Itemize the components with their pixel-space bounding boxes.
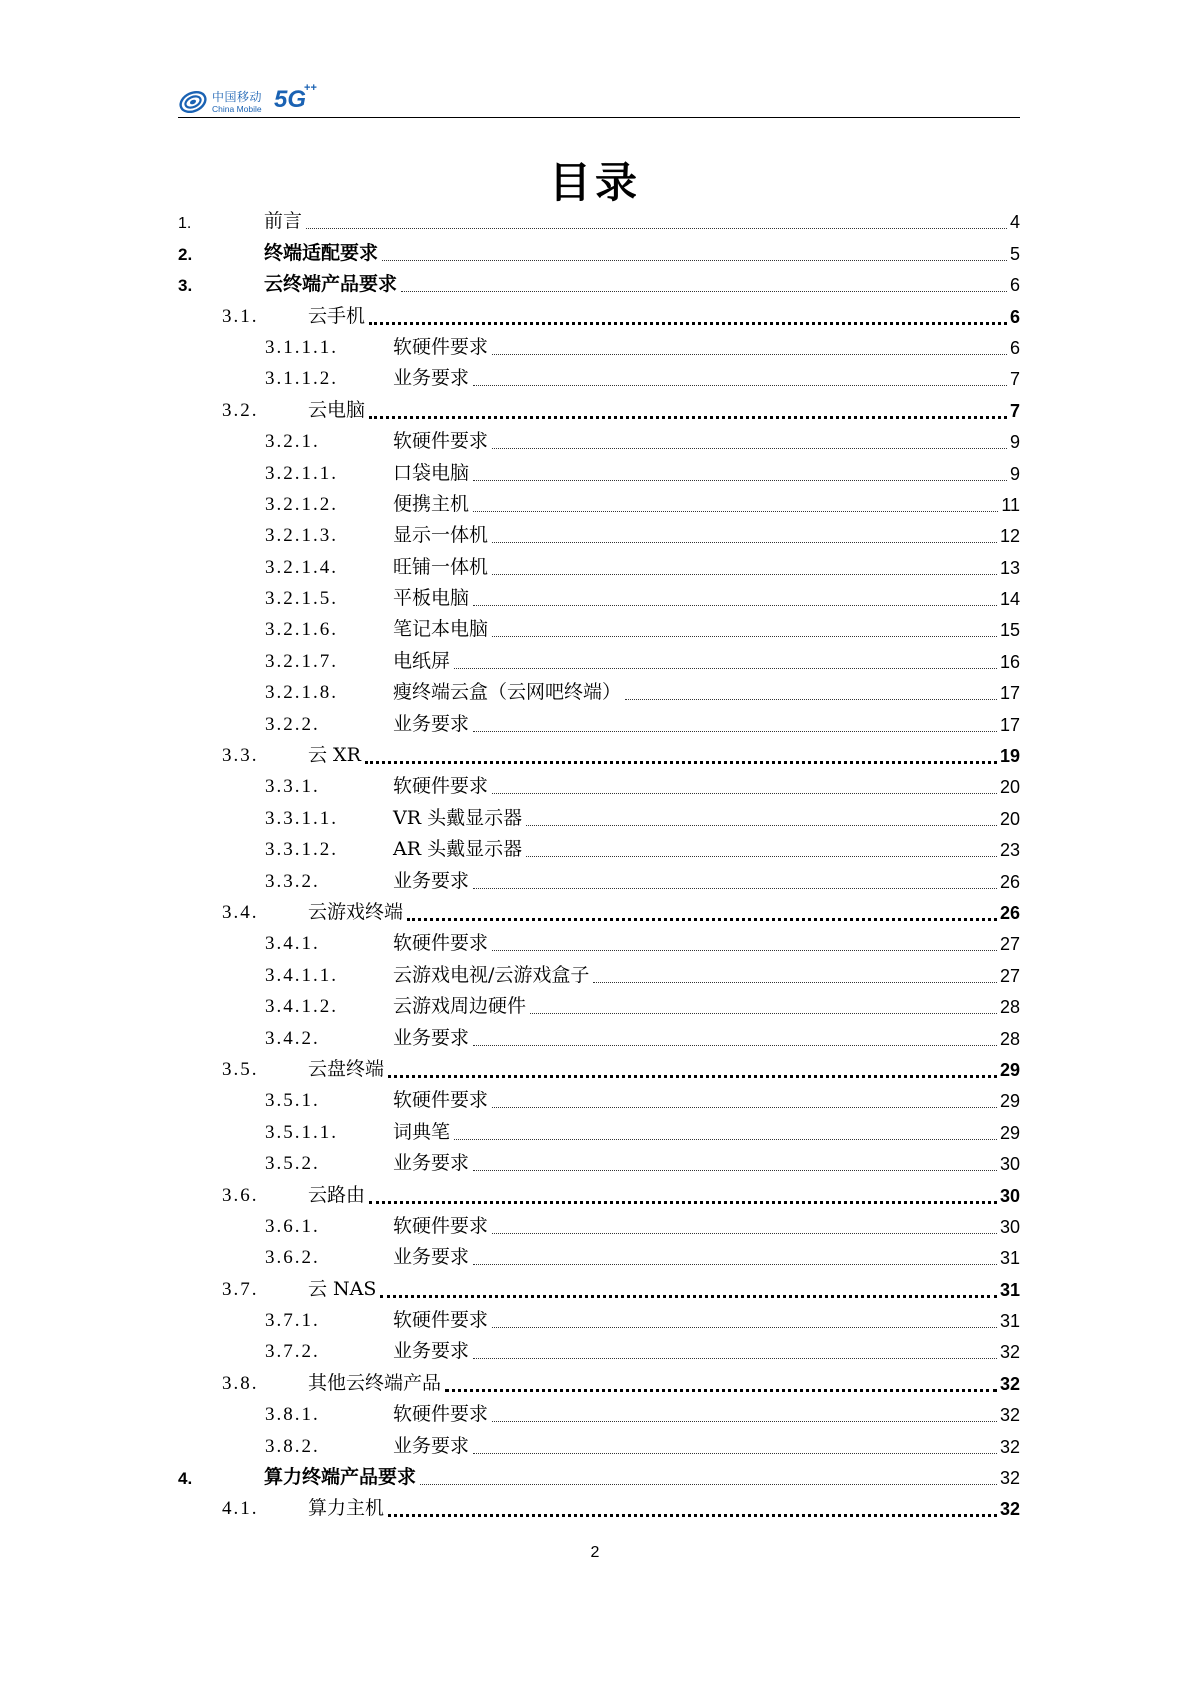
toc-entry-number: 3.5.1. (265, 1090, 320, 1112)
toc-entry-page: 32 (999, 1373, 1020, 1394)
toc-entry[interactable] (178, 1181, 1020, 1212)
toc-entry-title: 笔记本电脑 (393, 614, 490, 641)
toc-entry-page: 27 (999, 934, 1020, 955)
toc-entry-number: 3.4.2. (265, 1027, 320, 1049)
toc-entry-number: 4.1. (222, 1498, 259, 1520)
toc-dot-leader (526, 855, 997, 857)
toc-entry[interactable] (178, 271, 1020, 302)
toc-dot-leader (369, 321, 1007, 325)
toc-entry-page: 15 (999, 620, 1020, 641)
toc-entry-number: 3.6.2. (265, 1247, 320, 1269)
toc-dot-leader (492, 573, 997, 575)
toc-entry[interactable] (178, 1056, 1020, 1087)
toc-entry-number: 3.1. (222, 305, 259, 327)
toc-entry-page: 7 (1009, 400, 1020, 421)
toc-entry-title: 业务要求 (393, 1242, 471, 1269)
toc-entry-title: 算力主机 (308, 1493, 386, 1520)
toc-entry-page: 6 (1009, 275, 1020, 296)
toc-entry-page: 28 (999, 997, 1020, 1018)
toc-entry[interactable] (178, 1118, 1020, 1149)
toc-entry[interactable] (178, 647, 1020, 678)
toc-entry-title: 云手机 (308, 301, 367, 328)
toc-entry[interactable] (178, 1244, 1020, 1275)
toc-entry-number: 3.8.1. (265, 1404, 320, 1426)
toc-dot-leader (492, 1420, 997, 1422)
toc-entry-number: 3.7.1. (265, 1310, 320, 1332)
toc-entry-title: 词典笔 (393, 1117, 452, 1144)
toc-entry[interactable] (178, 1307, 1020, 1338)
toc-entry[interactable] (178, 302, 1020, 333)
toc-dot-leader (365, 760, 997, 764)
toc-dot-leader (388, 1074, 997, 1078)
toc-entry[interactable] (178, 710, 1020, 741)
toc-entry[interactable] (178, 1495, 1020, 1526)
toc-dot-leader (382, 259, 1007, 261)
toc-entry-page: 32 (999, 1468, 1020, 1489)
toc-entry-page: 30 (999, 1154, 1020, 1175)
toc-entry-title: 软硬件要求 (393, 1211, 490, 1238)
toc-entry[interactable] (178, 553, 1020, 584)
toc-entry[interactable] (178, 1024, 1020, 1055)
toc-dot-leader (380, 1294, 997, 1298)
toc-dot-leader (473, 1452, 997, 1454)
toc-dot-leader (473, 1169, 997, 1171)
toc-entry-title: 业务要求 (393, 866, 471, 893)
logo-english-text: China Mobile (212, 103, 262, 114)
toc-entry-number: 4. (178, 1469, 193, 1489)
toc-entry-number: 3.8.2. (265, 1435, 320, 1457)
toc-dot-leader (473, 510, 998, 512)
toc-entry-title: 显示一体机 (393, 520, 490, 547)
toc-entry-page: 32 (999, 1436, 1020, 1457)
toc-dot-leader (420, 1483, 997, 1485)
toc-entry-page: 28 (999, 1028, 1020, 1049)
toc-entry[interactable] (178, 1464, 1020, 1495)
toc-entry-page: 29 (999, 1059, 1020, 1080)
5g-badge-plus: ++ (304, 82, 317, 94)
toc-entry[interactable] (178, 930, 1020, 961)
toc-entry-number: 3.4.1. (265, 933, 320, 955)
toc-entry-title: 便携主机 (393, 489, 471, 516)
toc-entry-number: 3.2.1.1. (265, 462, 338, 484)
toc-entry-title: 软硬件要求 (393, 771, 490, 798)
toc-entry[interactable] (178, 585, 1020, 616)
toc-entry[interactable] (178, 1087, 1020, 1118)
toc-entry-number: 3.3. (222, 745, 259, 767)
toc-entry-number: 1. (178, 215, 192, 233)
toc-entry-title: 云游戏电视/云游戏盒子 (393, 960, 591, 987)
toc-dot-leader (492, 949, 997, 951)
toc-entry-title: 云 XR (308, 740, 363, 767)
toc-entry-title: 算力终端产品要求 (264, 1462, 418, 1489)
toc-dot-leader (369, 1200, 997, 1204)
toc-dot-leader (388, 1513, 997, 1517)
toc-entry-page: 13 (999, 557, 1020, 578)
toc-entry[interactable] (178, 1150, 1020, 1181)
toc-entry-title: 云 NAS (308, 1274, 378, 1301)
toc-entry-page: 31 (999, 1279, 1020, 1300)
toc-entry[interactable] (178, 1432, 1020, 1463)
toc-dot-leader (454, 1138, 997, 1140)
toc-entry-page: 17 (999, 714, 1020, 735)
5g-badge (274, 82, 317, 114)
toc-entry-page: 12 (999, 526, 1020, 547)
toc-entry-page: 6 (1009, 337, 1020, 358)
toc-entry-number: 3.4.1.2. (265, 996, 338, 1018)
toc-dot-leader (492, 635, 997, 637)
toc-dot-leader (492, 353, 1007, 355)
toc-entry-title: 云游戏周边硬件 (393, 991, 528, 1018)
toc-entry-title: 平板电脑 (393, 583, 471, 610)
toc-entry[interactable] (178, 679, 1020, 710)
toc-entry[interactable] (178, 773, 1020, 804)
toc-entry-title: 软硬件要求 (393, 332, 490, 359)
toc-entry-page: 5 (1009, 243, 1020, 264)
toc-entry-title: 软硬件要求 (393, 1399, 490, 1426)
toc-entry-title: 口袋电脑 (393, 458, 471, 485)
toc-entry-title: 软硬件要求 (393, 928, 490, 955)
toc-entry-title: 软硬件要求 (393, 1085, 490, 1112)
toc-entry-title: 云盘终端 (308, 1054, 386, 1081)
toc-entry-page: 20 (999, 777, 1020, 798)
toc-entry-number: 3.6. (222, 1184, 259, 1206)
table-of-contents (178, 208, 1020, 1526)
toc-dot-leader (454, 667, 997, 669)
toc-entry-title: 云电脑 (308, 395, 367, 422)
toc-dot-leader (625, 698, 997, 700)
header-divider (178, 117, 1020, 118)
toc-entry-number: 3.1.1.1. (265, 336, 338, 358)
toc-entry-page: 11 (1001, 494, 1020, 515)
toc-entry[interactable] (178, 742, 1020, 773)
toc-entry-title: 瘦终端云盒（云网吧终端） (393, 677, 623, 704)
toc-entry[interactable] (178, 1213, 1020, 1244)
toc-entry-number: 3.2.1.6. (265, 619, 338, 641)
toc-entry-page: 23 (999, 840, 1020, 861)
toc-entry-number: 3.7. (222, 1278, 259, 1300)
toc-entry-page: 30 (999, 1185, 1020, 1206)
toc-entry-title: 软硬件要求 (393, 426, 490, 453)
toc-entry-page: 26 (999, 871, 1020, 892)
toc-entry-title: 软硬件要求 (393, 1305, 490, 1332)
toc-entry-page: 29 (999, 1122, 1020, 1143)
toc-dot-leader (473, 479, 1007, 481)
toc-entry[interactable] (178, 899, 1020, 930)
toc-dot-leader (445, 1388, 997, 1392)
toc-entry-title: 电纸屏 (393, 646, 452, 673)
toc-entry[interactable] (178, 804, 1020, 835)
toc-entry-title: 业务要求 (393, 1431, 471, 1458)
toc-entry-number: 3.7.2. (265, 1341, 320, 1363)
toc-entry-page: 7 (1009, 369, 1020, 390)
toc-dot-leader (369, 415, 1007, 419)
toc-entry[interactable] (178, 1401, 1020, 1432)
toc-dot-leader (492, 1232, 997, 1234)
toc-entry-number: 3.3.1.1. (265, 807, 338, 829)
toc-entry-page: 30 (999, 1216, 1020, 1237)
toc-entry-number: 3.2.1. (265, 431, 320, 453)
toc-entry-number: 3.5.1.1. (265, 1121, 338, 1143)
toc-entry-page: 6 (1009, 306, 1020, 327)
toc-entry[interactable] (178, 867, 1020, 898)
toc-entry-number: 3.2.1.4. (265, 556, 338, 578)
toc-entry-page: 32 (999, 1405, 1020, 1426)
toc-entry-page: 32 (999, 1499, 1020, 1520)
toc-entry[interactable] (178, 365, 1020, 396)
toc-dot-leader (473, 604, 997, 606)
toc-dot-leader (407, 917, 997, 921)
toc-entry-number: 3.1.1.2. (265, 368, 338, 390)
toc-entry-number: 3.2.1.2. (265, 493, 338, 515)
toc-dot-leader (526, 824, 997, 826)
toc-entry-page: 26 (999, 902, 1020, 923)
toc-entry-page: 31 (999, 1248, 1020, 1269)
toc-dot-leader (306, 227, 1007, 229)
toc-entry-page: 16 (999, 651, 1020, 672)
page-title: 目录 (548, 158, 641, 207)
toc-dot-leader (492, 447, 1007, 449)
toc-entry-page: 17 (999, 683, 1020, 704)
toc-dot-leader (473, 1044, 997, 1046)
toc-dot-leader (492, 541, 997, 543)
toc-entry-title: 业务要求 (393, 709, 471, 736)
toc-dot-leader (401, 290, 1007, 292)
toc-dot-leader (473, 730, 997, 732)
toc-entry[interactable] (178, 208, 1020, 239)
page-number: 2 (590, 1544, 600, 1561)
toc-entry-number: 3.3.1. (265, 776, 320, 798)
toc-entry[interactable] (178, 428, 1020, 459)
toc-dot-leader (473, 1357, 997, 1359)
toc-entry-title: 业务要求 (393, 1336, 471, 1363)
toc-entry-number: 3.4. (222, 901, 259, 923)
toc-entry-number: 3.2.1.8. (265, 682, 338, 704)
toc-dot-leader (473, 384, 1007, 386)
toc-entry-title: 终端适配要求 (264, 238, 380, 265)
toc-entry-title: 云终端产品要求 (264, 269, 399, 296)
toc-entry-title: VR 头戴显示器 (393, 803, 524, 830)
toc-entry-number: 3.6.1. (265, 1215, 320, 1237)
toc-entry-title: 业务要求 (393, 363, 471, 390)
toc-entry-title: 云游戏终端 (308, 897, 405, 924)
toc-entry-number: 3.5. (222, 1058, 259, 1080)
toc-dot-leader (530, 1012, 997, 1014)
toc-entry[interactable] (178, 1369, 1020, 1400)
toc-entry-number: 3. (178, 276, 193, 296)
toc-entry[interactable] (178, 1275, 1020, 1306)
toc-entry-number: 3.3.2. (265, 870, 320, 892)
toc-entry-title: 业务要求 (393, 1148, 471, 1175)
toc-entry-number: 3.5.2. (265, 1153, 320, 1175)
toc-dot-leader (593, 981, 997, 983)
toc-entry-number: 3.3.1.2. (265, 839, 338, 861)
toc-entry-page: 27 (999, 965, 1020, 986)
toc-entry[interactable] (178, 1338, 1020, 1369)
toc-entry-number: 3.8. (222, 1372, 259, 1394)
toc-entry-title: 前言 (264, 206, 304, 233)
toc-entry-number: 3.2. (222, 399, 259, 421)
toc-dot-leader (492, 1326, 997, 1328)
toc-entry-title: 其他云终端产品 (308, 1368, 443, 1395)
china-mobile-logo (178, 82, 317, 118)
toc-dot-leader (473, 887, 997, 889)
toc-entry-title: 云路由 (308, 1180, 367, 1207)
toc-dot-leader (492, 1106, 997, 1108)
toc-entry[interactable] (178, 961, 1020, 992)
toc-entry-number: 3.2.1.7. (265, 650, 338, 672)
toc-entry[interactable] (178, 459, 1020, 490)
toc-entry-page: 4 (1009, 212, 1020, 233)
toc-entry[interactable] (178, 522, 1020, 553)
toc-entry-title: 旺铺一体机 (393, 552, 490, 579)
toc-entry[interactable] (178, 836, 1020, 867)
toc-entry[interactable] (178, 491, 1020, 522)
china-mobile-swirl-icon (178, 87, 208, 117)
toc-entry-number: 3.4.1.1. (265, 964, 338, 986)
toc-dot-leader (492, 792, 997, 794)
toc-entry-page: 29 (999, 1091, 1020, 1112)
toc-entry-page: 9 (1009, 463, 1020, 484)
toc-entry[interactable] (178, 239, 1020, 270)
toc-entry-number: 2. (178, 244, 193, 264)
toc-entry-title: 业务要求 (393, 1023, 471, 1050)
logo-chinese-text: 中国移动 (212, 89, 263, 104)
toc-entry-page: 19 (999, 746, 1020, 767)
5g-badge-text: 5G (274, 86, 307, 113)
page-header (178, 78, 1020, 118)
toc-entry[interactable] (178, 993, 1020, 1024)
toc-dot-leader (473, 1263, 997, 1265)
toc-entry-page: 32 (999, 1342, 1020, 1363)
toc-entry[interactable] (178, 334, 1020, 365)
toc-entry-number: 3.2.1.3. (265, 525, 338, 547)
toc-entry-number: 3.2.2. (265, 713, 320, 735)
toc-entry-title: AR 头戴显示器 (393, 834, 524, 861)
toc-entry-page: 14 (999, 589, 1020, 610)
toc-entry-page: 9 (1009, 432, 1020, 453)
toc-entry-page: 31 (999, 1311, 1020, 1332)
toc-entry[interactable] (178, 616, 1020, 647)
toc-entry-number: 3.2.1.5. (265, 588, 338, 610)
toc-entry-page: 20 (999, 808, 1020, 829)
toc-entry[interactable] (178, 396, 1020, 427)
